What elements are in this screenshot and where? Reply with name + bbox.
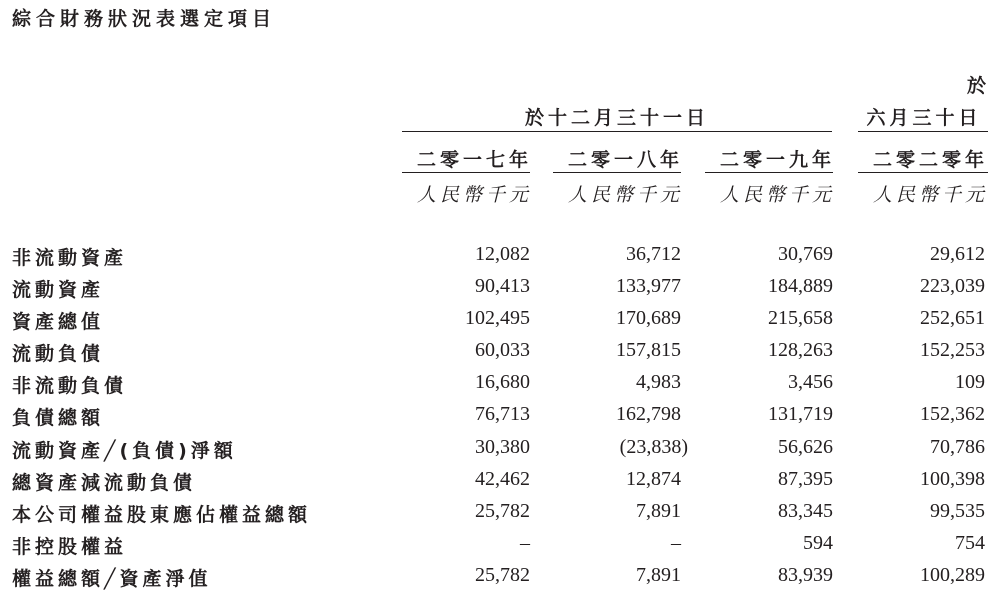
row-label: 非控股權益 — [12, 536, 128, 558]
table-row — [0, 243, 999, 275]
cell-2019: 83,345 — [778, 500, 833, 522]
unit-label-2017: 人民幣千元 — [416, 184, 532, 206]
cell-2017: 90,413 — [475, 275, 530, 297]
cell-2018: 12,874 — [626, 468, 681, 490]
year-header-2018: 二零一八年 — [567, 149, 683, 171]
cell-2019: 30,769 — [778, 243, 833, 265]
row-label: 本公司權益股東應佔權益總額 — [12, 504, 312, 526]
cell-2017: 102,495 — [465, 307, 530, 329]
cell-2018: 7,891 — [636, 564, 681, 586]
cell-2020: 70,786 — [930, 436, 985, 458]
cell-2019: 594 — [803, 532, 833, 554]
cell-2018: 157,815 — [616, 339, 681, 361]
cell-2020: 252,651 — [920, 307, 985, 329]
year-header-2017: 二零一七年 — [416, 149, 532, 171]
table-row — [0, 307, 999, 339]
cell-2019: 215,658 — [768, 307, 833, 329]
cell-2019: 131,719 — [768, 403, 833, 425]
table-row — [0, 339, 999, 371]
table-row — [0, 275, 999, 307]
row-label: 非流動負債 — [12, 375, 128, 397]
row-label: 負債總額 — [12, 407, 105, 429]
table-row — [0, 403, 999, 435]
header-group-jun30-line1: 於 — [966, 75, 990, 97]
table-row — [0, 371, 999, 403]
cell-2019: 87,395 — [778, 468, 833, 490]
cell-2017: 30,380 — [475, 436, 530, 458]
row-label: 流動負債 — [12, 343, 105, 365]
cell-2020: 109 — [955, 371, 985, 393]
cell-2019: 128,263 — [768, 339, 833, 361]
year-header-2019: 二零一九年 — [719, 149, 835, 171]
header-group-dec31: 於十二月三十一日 — [524, 107, 709, 129]
cell-2018: 7,891 — [636, 500, 681, 522]
table-row — [0, 468, 999, 500]
cell-2020: 152,253 — [920, 339, 985, 361]
header-group-jun30-line2: 六月三十日 — [866, 107, 982, 129]
cell-2020: 100,398 — [920, 468, 985, 490]
cell-2019: 184,889 — [768, 275, 833, 297]
cell-2018: 4,983 — [636, 371, 681, 393]
cell-2017: – — [520, 532, 530, 554]
cell-2018: 162,798 — [616, 403, 681, 425]
cell-2020: 152,362 — [920, 403, 985, 425]
year-rule-2018 — [553, 172, 681, 173]
cell-2020: 29,612 — [930, 243, 985, 265]
header-rule-dec31 — [402, 131, 832, 132]
cell-2017: 60,033 — [475, 339, 530, 361]
page-title: 綜合財務狀況表選定項目 — [12, 8, 277, 30]
cell-2018: – — [671, 532, 681, 554]
row-label: 非流動資產 — [12, 247, 128, 269]
cell-2018: 133,977 — [616, 275, 681, 297]
year-rule-2017 — [402, 172, 530, 173]
cell-2020: 223,039 — [920, 275, 985, 297]
row-label: 流動資產 — [12, 279, 105, 301]
cell-2020: 100,289 — [920, 564, 985, 586]
unit-label-2020: 人民幣千元 — [872, 184, 988, 206]
cell-2017: 16,680 — [475, 371, 530, 393]
cell-2017: 42,462 — [475, 468, 530, 490]
row-label: 流動資產╱(負債)淨額 — [12, 440, 237, 462]
cell-2020: 99,535 — [930, 500, 985, 522]
table-row — [0, 532, 999, 564]
table-row — [0, 436, 999, 468]
cell-2018: 170,689 — [616, 307, 681, 329]
year-header-2020: 二零二零年 — [872, 149, 988, 171]
cell-2019: 56,626 — [778, 436, 833, 458]
cell-2019: 3,456 — [788, 371, 833, 393]
row-label: 資產總值 — [12, 311, 105, 333]
header-rule-jun30 — [858, 131, 988, 132]
unit-label-2018: 人民幣千元 — [567, 184, 683, 206]
cell-2020: 754 — [955, 532, 985, 554]
cell-2018: (23,838) — [619, 436, 688, 458]
row-label: 權益總額╱資產淨值 — [12, 568, 212, 590]
row-label: 總資產減流動負債 — [12, 472, 197, 494]
cell-2019: 83,939 — [778, 564, 833, 586]
table-row — [0, 500, 999, 532]
cell-2017: 76,713 — [475, 403, 530, 425]
cell-2017: 25,782 — [475, 500, 530, 522]
year-rule-2019 — [705, 172, 833, 173]
unit-label-2019: 人民幣千元 — [719, 184, 835, 206]
cell-2018: 36,712 — [626, 243, 681, 265]
cell-2017: 12,082 — [475, 243, 530, 265]
table-row — [0, 564, 999, 596]
cell-2017: 25,782 — [475, 564, 530, 586]
year-rule-2020 — [858, 172, 988, 173]
